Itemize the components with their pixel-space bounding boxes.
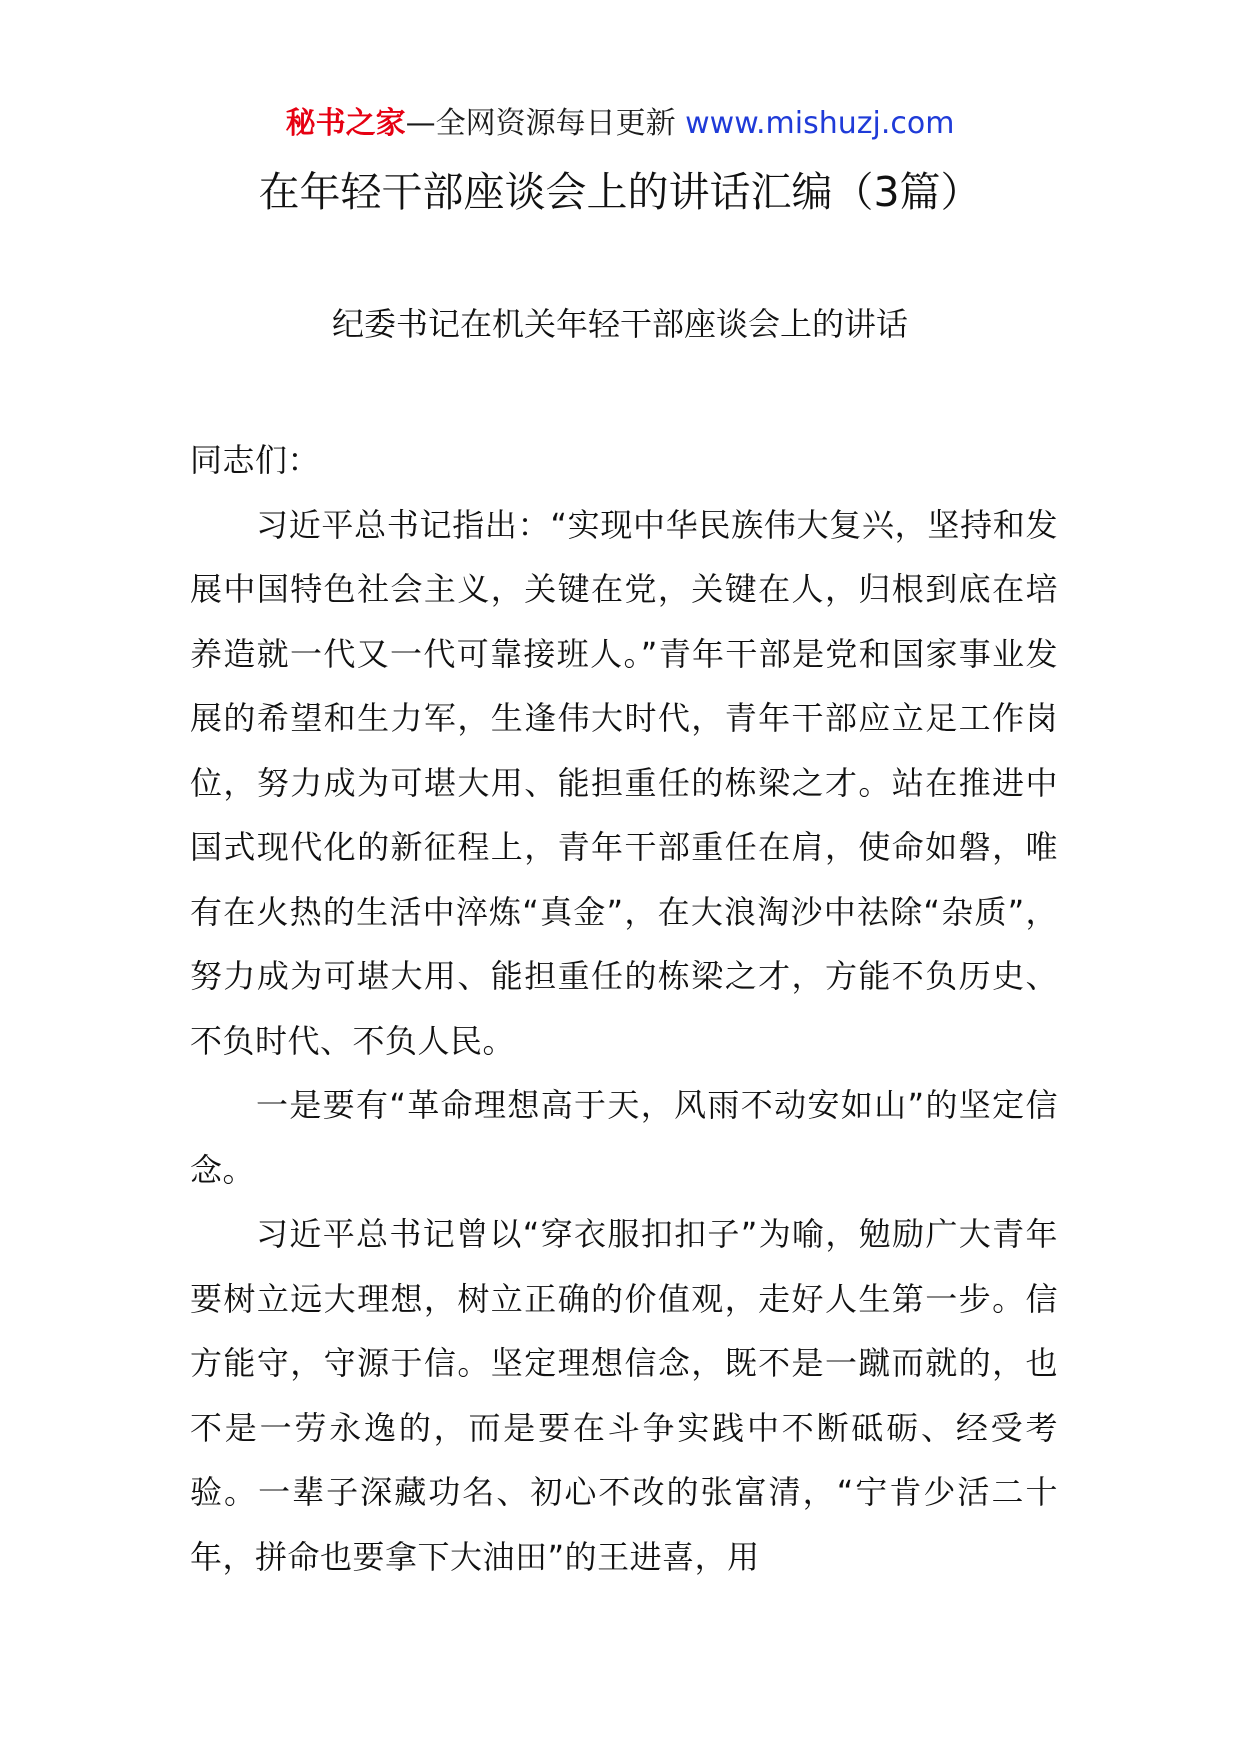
salutation: 同志们： <box>190 441 321 479</box>
banner-tagline: —全网资源每日更新 <box>405 106 676 141</box>
site-banner <box>0 104 1240 144</box>
speech-subtitle: 纪委书记在机关年轻干部座谈会上的讲话 <box>331 305 908 343</box>
document-title: 在年轻干部座谈会上的讲话汇编（3篇） <box>258 168 982 216</box>
brand-name: 秘书之家 <box>285 106 406 141</box>
site-url-link[interactable]: www.mishuzj.com <box>685 106 955 141</box>
body-paragraph: 习近平总书记指出：“实现中华民族伟大复兴，坚持和发展中国特色社会主义，关键在党，关键在人，归根到底在培养造就一代又一代可靠接班人。”青年干部是党和国家事业发展的希望和生力军，生逢伟大时代，青年干部应立足工作岗位，努力成为可堪大用、能担重任的栋梁之才。站在推进中国式现代化的新征程上，青年干部重任在肩，使命如磐，唯有在火热的生活中淬炼“真金”，在大浪淘沙中祛除“杂质”，努力成为可堪大用、能担重任的栋梁之才，方能不负历史、不负时代、不负人民。 <box>190 505 1058 1060</box>
document-body <box>190 428 1058 1589</box>
section-heading: 一是要有“革命理想高于天，风雨不动安如山”的坚定信念。 <box>190 1086 1058 1189</box>
body-paragraph: 习近平总书记曾以“穿衣服扣扣子”为喻，勉励广大青年要树立远大理想，树立正确的价值观，走好人生第一步。信方能守，守源于信。坚定理想信念，既不是一蹴而就的，也不是一劳永逸的，而是要在斗争实践中不断砥砺、经受考验。一辈子深藏功名、初心不改的张富清，“宁肯少活二十年，拼命也要拿下大油田”的王进喜，用 <box>190 1215 1058 1576</box>
